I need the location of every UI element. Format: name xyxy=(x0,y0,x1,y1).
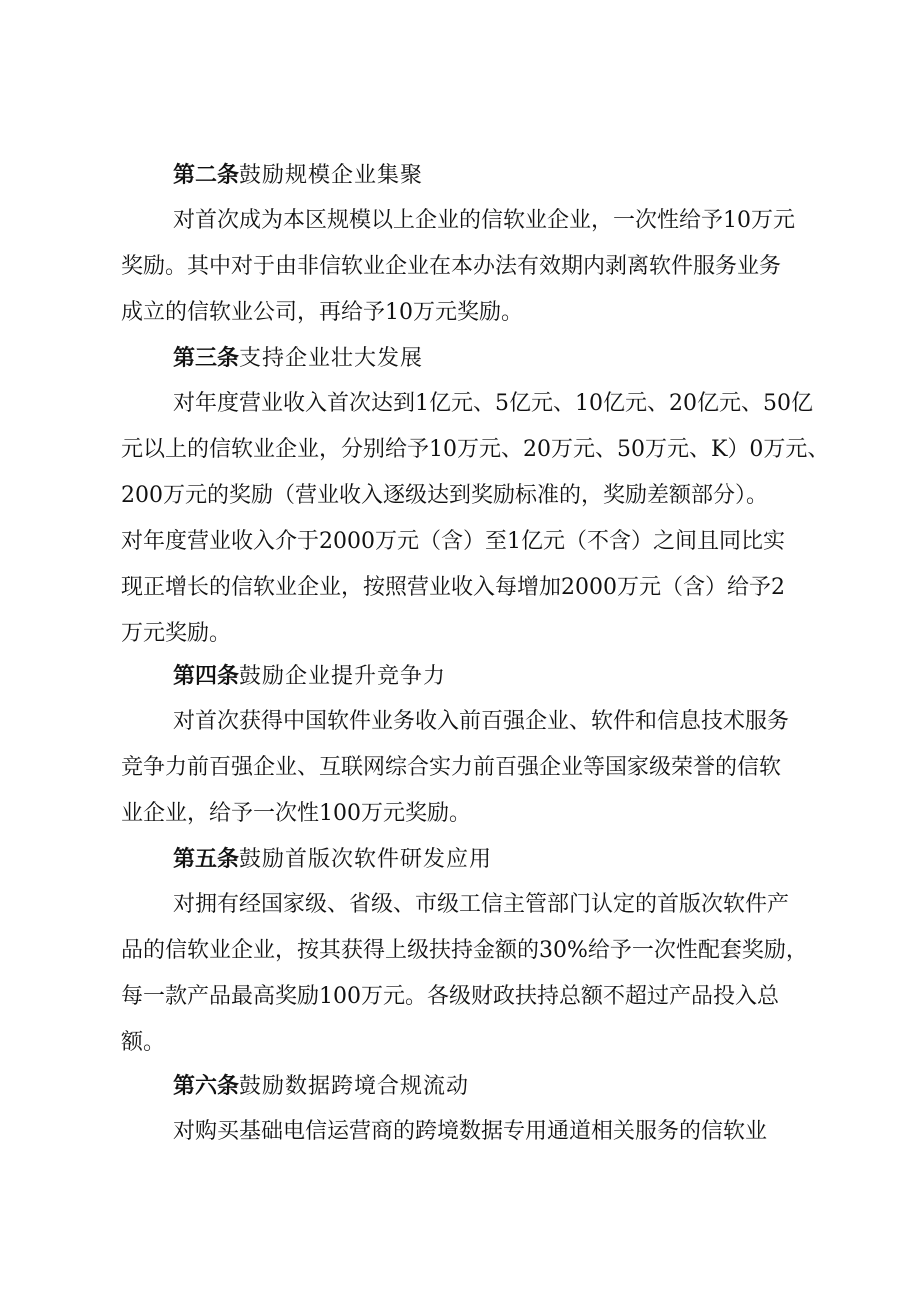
article-title: 鼓励企业提升竞争力 xyxy=(239,664,447,689)
paragraph-line: 竞争力前百强企业、互联网综合实力前百强企业等国家级荣誉的信软 xyxy=(121,755,782,780)
article-heading xyxy=(0,844,920,875)
paragraph-line: 万元奖励。 xyxy=(121,621,232,646)
article-heading xyxy=(0,1071,920,1102)
paragraph-line: 现正增长的信软业企业，按照营业收入每增加2000万元（含）给予2 xyxy=(121,575,785,600)
paragraph-line: 对拥有经国家级、省级、市级工信主管部门认定的首版次软件产 xyxy=(173,892,790,917)
article-title: 支持企业壮大发展 xyxy=(239,346,424,371)
article-heading xyxy=(0,661,920,692)
article-number: 第三条 xyxy=(173,345,240,371)
paragraph-line: 奖励。其中对于由非信软业企业在本办法有效期内剥离软件服务业务 xyxy=(121,254,782,279)
article-heading xyxy=(0,160,920,191)
paragraph-line: 成立的信软业公司，再给予10万元奖励。 xyxy=(121,300,523,325)
article-title: 鼓励首版次软件研发应用 xyxy=(239,847,493,872)
paragraph-line: 业企业，给予一次性100万元奖励。 xyxy=(121,801,471,826)
article-number: 第五条 xyxy=(173,846,240,872)
paragraph-line: 对首次成为本区规模以上企业的信软业企业，一次性给予10万元 xyxy=(173,208,795,233)
paragraph-line: 对购买基础电信运营商的跨境数据专用通道相关服务的信软业 xyxy=(173,1119,768,1144)
article-title: 鼓励数据跨境合规流动 xyxy=(239,1074,470,1099)
paragraph-line: 品的信软业企业，按其获得上级扶持金额的30%给予一次性配套奖励， xyxy=(121,938,808,963)
paragraph-line: 额。 xyxy=(121,1030,166,1055)
article-number: 第四条 xyxy=(173,663,240,689)
paragraph-line: 对年度营业收入介于2000万元（含）至1亿元（不含）之间且同比实 xyxy=(121,529,785,554)
article-number: 第六条 xyxy=(173,1073,240,1099)
article-title: 鼓励规模企业集聚 xyxy=(239,163,424,188)
paragraph-line: 元以上的信软业企业，分别给予10万元、20万元、50万元、K）0万元、 xyxy=(121,437,830,462)
paragraph-line: 每一款产品最高奖励100万元。各级财政扶持总额不超过产品投入总 xyxy=(121,984,779,1009)
paragraph-line: 对首次获得中国软件业务收入前百强企业、软件和信息技术服务 xyxy=(173,709,790,734)
article-number: 第二条 xyxy=(173,162,240,188)
article-heading xyxy=(0,343,920,374)
paragraph-line: 对年度营业收入首次达到1亿元、5亿元、10亿元、20亿元、50亿 xyxy=(173,391,813,416)
paragraph-line: 200万元的奖励（营业收入逐级达到奖励标准的，奖励差额部分）。 xyxy=(121,483,768,508)
